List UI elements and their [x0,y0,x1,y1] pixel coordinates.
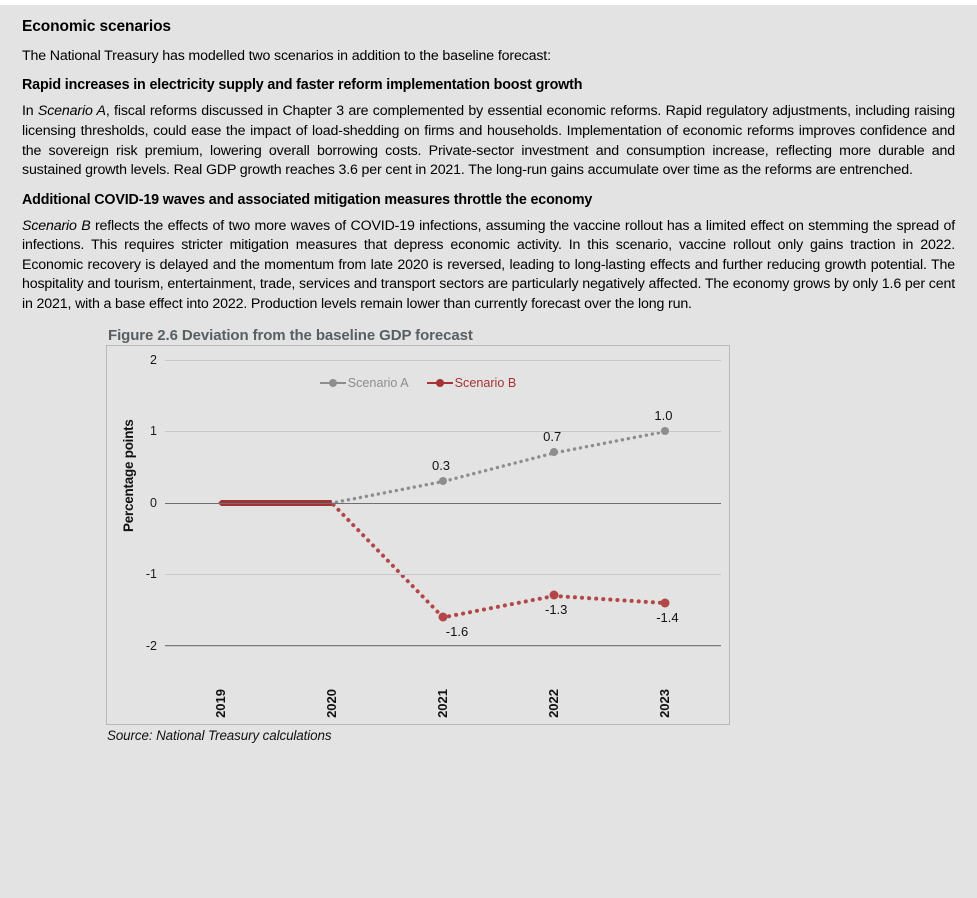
gridline [165,503,721,504]
data-point-marker [439,612,448,621]
scenario-b-heading: Additional COVID-19 waves and associated mitigation measures throttle the economy [22,191,593,208]
intro-paragraph: The National Treasury has modelled two scenarios in addition to the baseline forecast: [22,47,551,64]
plot-region [145,352,721,653]
data-point-marker [550,591,559,600]
x-axis-tick-label: 2023 [657,688,673,718]
gridline [165,646,721,647]
x-axis-tick-label: 2020 [323,688,339,718]
legend-label: Scenario B [454,375,517,390]
page-title: Economic scenarios [22,18,171,35]
scenario-b-paragraph [22,217,955,315]
scenario-a-heading: Rapid increases in electricity supply and faster reform implementation boost growth [22,77,583,94]
scenario-a-emphasis: Scenario A [37,103,106,120]
scenario-a-paragraph [22,102,955,180]
figure-2-6 [106,327,751,743]
y-axis-tick-label: 2 [150,352,157,367]
page-top-rule [0,0,977,5]
data-point-label: 0.3 [431,458,451,474]
gridline [165,360,721,361]
y-axis-tick-label: -2 [145,638,157,653]
data-point-marker [550,448,558,456]
data-point-label: -1.3 [544,602,568,618]
x-axis-tick-label: 2022 [546,688,562,718]
legend-label: Scenario A [347,375,409,390]
scenario-a-prefix: In [22,103,38,120]
data-point-label: -1.4 [656,609,679,625]
gridline [165,574,721,575]
source-note: Source: National Treasury calculations [107,727,332,743]
x-axis-line [165,645,721,646]
series-line [221,503,666,617]
x-axis-tick-label: 2019 [212,688,228,718]
y-axis-tick-label: 1 [150,424,157,439]
x-axis-tick-label: 2021 [435,688,450,718]
y-axis-title: Percentage points [121,418,136,532]
data-point-marker [661,598,670,607]
y-axis-tick-label: 0 [150,495,157,510]
scenario-a-text: , fiscal reforms discussed in Chapter 3 are complemented by essential economic reforms. Rapid regulatory adjustments, including raising licensing thresholds, could ease the impact of load-shedding on firms and households. Implementation of economic reforms improves confidence and the sovereign risk premium, lowering overall borrowing costs. Private-sector investment and consumption increase, reflecting more durable and sustained growth levels. Real GDP growth reaches 3.6 per cent in 2021. The long-run gains accumulate over time as the reforms are entrenched. [22,103,955,179]
data-point-label: -1.6 [445,623,469,639]
chart-area [106,345,730,725]
figure-title: Figure 2.6 Deviation from the baseline GDP forecast [108,326,473,344]
data-point-label: 1.0 [654,408,673,424]
data-point-marker [439,477,447,485]
data-point-label: 0.7 [543,429,562,445]
gridline [165,431,721,432]
scenario-b-emphasis: Scenario B [22,217,91,234]
y-axis-tick-label: -1 [145,567,157,582]
data-point-marker [661,427,669,435]
scenario-b-text: reflects the effects of two more waves of COVID-19 infections, assuming the vaccine rollout has a limited effect on stemming the spread of infections. This requires stricter mitigation measures that depress economic activity. In this scenario, vaccine rollout only gains traction in 2022. Economic recovery is delayed and the momentum from late 2020 is reversed, leading to long-lasting effects and further reducing growth potential. The hospitality and tourism, entertainment, trade, services and transport sectors are particularly negatively affected. The economy grows by only 1.6 per cent in 2021, with a base effect into 2022. Production levels remain lower than currently forecast over the long run. [22,217,955,312]
